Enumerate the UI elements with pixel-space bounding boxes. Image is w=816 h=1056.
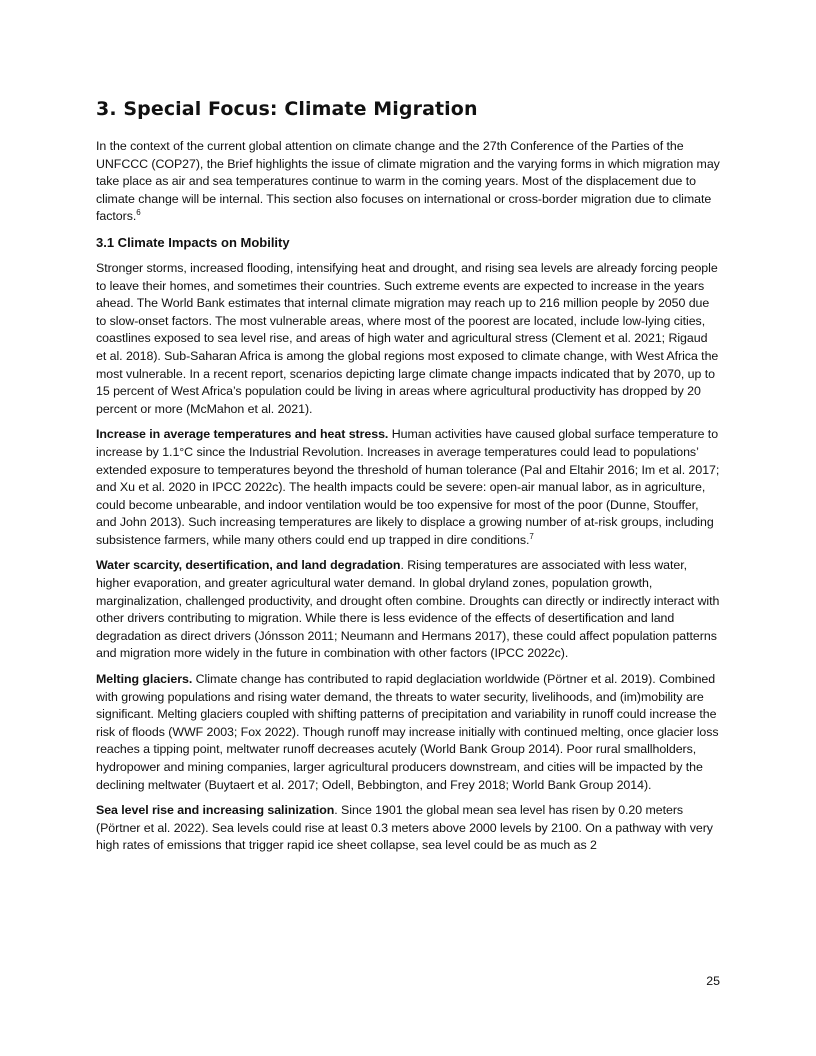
section-title: 3. Special Focus: Climate Migration [96, 98, 478, 120]
sea-level-lead: Sea level rise and increasing salinization [96, 803, 335, 818]
glaciers-paragraph [96, 671, 720, 794]
subsection-title: 3.1 Climate Impacts on Mobility [96, 234, 290, 250]
footnote-ref-6[interactable]: 6 [136, 208, 141, 218]
sea-level-paragraph [96, 802, 720, 855]
intro-text: In the context of the current global attention on climate change and the 27th Conference of the Parties of the UNFCCC (COP27), the Brief highlights the issue of climate migration and the varying forms in which migration may take place as air and sea temperatures continue to warm in the coming years. Most of the displacement due to climate change will be internal. This section also focuses on international or cross-border migration due to climate factors. [96, 139, 720, 224]
glaciers-lead: Melting glaciers. [96, 672, 193, 687]
document-page [96, 96, 720, 863]
water-paragraph [96, 557, 720, 663]
heat-lead: Increase in average temperatures and heat stress. [96, 427, 389, 442]
water-text: . Rising temperatures are associated with less water, higher evaporation, and greater agricultural water demand. In global dryland zones, population growth, marginalization, challenged productivity, and drought often combine. Droughts can directly or indirectly interact with other drivers contributing to migration. While there is less evidence of the effects of desertification and land degradation as direct drivers (Jónsson 2011; Neumann and Hermans 2017), these could affect population patterns and migration more widely in the future in combination with other factors (IPCC 2022c). [96, 558, 720, 661]
water-lead: Water scarcity, desertification, and land degradation [96, 558, 401, 573]
heat-paragraph [96, 426, 720, 549]
footnote-ref-7[interactable]: 7 [529, 531, 534, 541]
glaciers-text: Climate change has contributed to rapid deglaciation worldwide (Pörtner et al. 2019). Combined with growing populations and rising water demand, the threats to water security, livelihoods, and (im)mobility are significant. Melting glaciers coupled with shifting patterns of precipitation and variability in runoff could increase the risk of floods (WWF 2003; Fox 2022). Though runoff may increase initially with continued melting, once glacier loss reaches a tipping point, meltwater runoff decreases acutely (World Bank Group 2014). Poor rural smallholders, hydropower and mining companies, larger agricultural producers downstream, and cities will be impacted by the declining meltwater (Buytaert et al. 2017; Odell, Bebbington, and Frey 2018; World Bank Group 2014). [96, 672, 719, 792]
mobility-paragraph: Stronger storms, increased flooding, intensifying heat and drought, and rising sea levels are already forcing people to leave their homes, and sometimes their countries. Such extreme events are expected to increase in the years ahead. The World Bank estimates that internal climate migration may reach up to 216 million people by 2050 due to slow-onset factors. The most vulnerable areas, where most of the poorest are located, include low-lying cities, coastlines exposed to sea level rise, and areas of high water and agricultural stress (Clement et al. 2021; Rigaud et al. 2018). Sub-Saharan Africa is among the global regions most exposed to climate change, with West Africa the most vulnerable. In a recent report, scenarios depicting large climate change impacts indicated that by 2070, up to 15 percent of West Africa’s population could be living in areas where agricultural productivity has dropped by 20 percent or more (McMahon et al. 2021). [96, 260, 719, 416]
page-number: 25 [706, 974, 720, 988]
intro-paragraph [96, 138, 720, 226]
heat-text: Human activities have caused global surface temperature to increase by 1.1°C since the Industrial Revolution. Increases in average temperatures could lead to populations’ extended exposure to temperatures beyond the threshold of human tolerance (Pal and Eltahir 2016; Im et al. 2017; and Xu et al. 2020 in IPCC 2022c). The health impacts could be severe: open-air manual labor, as in agriculture, could become unbearable, and indoor ventilation would be too expensive for most of the poor (Dunne, Stouffer, and John 2013). Such increasing temperatures are likely to displace a growing number of at-risk groups, including subsistence farmers, while many others could end up trapped in dire conditions. [96, 427, 720, 547]
sea-level-text: . Since 1901 the global mean sea level has risen by 0.20 meters (Pörtner et al. 2022). Sea levels could rise at least 0.3 meters above 2000 levels by 2100. On a pathway with very high rates of emissions that trigger rapid ice sheet collapse, sea level could be as much as 2 [96, 803, 713, 853]
